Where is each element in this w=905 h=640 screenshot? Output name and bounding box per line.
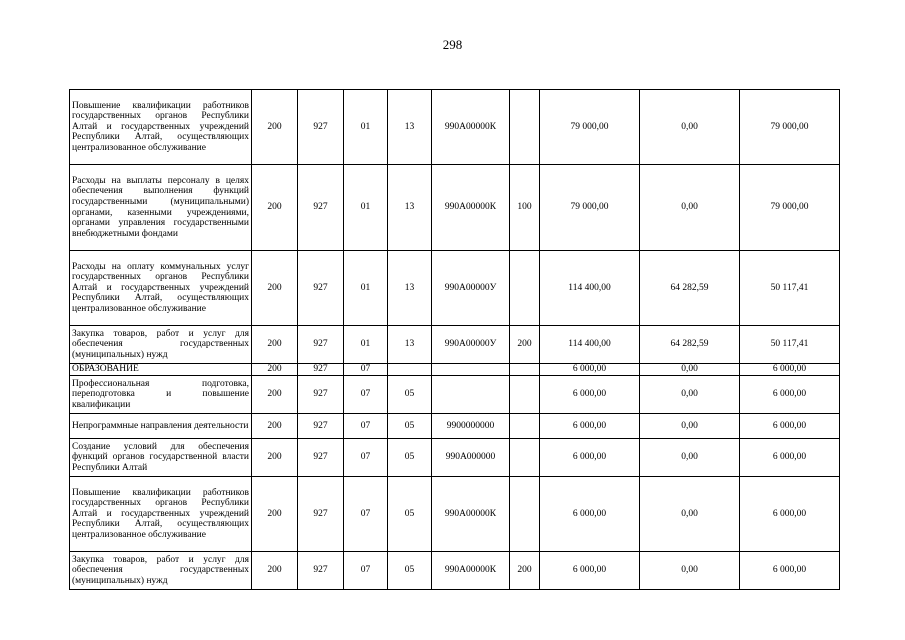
value-2: 0,00 <box>640 552 740 590</box>
row-name: Расходы на оплату коммунальных услуг государственных органов Республики Алтай и государственных учреждений Республики Алтай, осуществляющих централизованное обслуживание <box>70 251 252 326</box>
col-2: 927 <box>298 165 344 251</box>
value-3: 50 117,41 <box>740 251 840 326</box>
col-5: 990А00000К <box>432 165 510 251</box>
col-2: 927 <box>298 376 344 414</box>
value-3: 6 000,00 <box>740 552 840 590</box>
col-5: 990А000000 <box>432 439 510 477</box>
row-name: Непрограммные направления деятельности <box>70 414 252 439</box>
row-name: Закупка товаров, работ и услуг для обеспечения государственных (муниципальных) нужд <box>70 552 252 590</box>
col-2: 927 <box>298 552 344 590</box>
value-1: 6 000,00 <box>540 376 640 414</box>
col-5 <box>432 376 510 414</box>
col-4 <box>388 364 432 376</box>
value-3: 6 000,00 <box>740 376 840 414</box>
col-6 <box>510 376 540 414</box>
col-1: 200 <box>252 251 298 326</box>
value-1: 114 400,00 <box>540 251 640 326</box>
value-1: 79 000,00 <box>540 165 640 251</box>
value-1: 6 000,00 <box>540 364 640 376</box>
table-row <box>70 552 840 590</box>
row-name: Профессиональная подготовка, переподготовка и повышение квалификации <box>70 376 252 414</box>
table-row <box>70 414 840 439</box>
value-3: 6 000,00 <box>740 477 840 552</box>
col-3: 07 <box>344 376 388 414</box>
value-2: 0,00 <box>640 376 740 414</box>
row-name: Создание условий для обеспечения функций органов государственной власти Республики Алтай <box>70 439 252 477</box>
col-2: 927 <box>298 364 344 376</box>
col-3: 07 <box>344 552 388 590</box>
col-5: 9900000000 <box>432 414 510 439</box>
col-6: 100 <box>510 165 540 251</box>
col-3: 01 <box>344 326 388 364</box>
budget-table <box>69 89 840 590</box>
col-1: 200 <box>252 90 298 165</box>
col-2: 927 <box>298 251 344 326</box>
value-3: 79 000,00 <box>740 90 840 165</box>
value-3: 6 000,00 <box>740 439 840 477</box>
col-4: 05 <box>388 477 432 552</box>
col-4: 13 <box>388 251 432 326</box>
col-2: 927 <box>298 439 344 477</box>
col-5 <box>432 364 510 376</box>
table-row <box>70 90 840 165</box>
col-4: 13 <box>388 165 432 251</box>
value-2: 64 282,59 <box>640 326 740 364</box>
col-1: 200 <box>252 439 298 477</box>
row-name: Повышение квалификации работников государственных органов Республики Алтай и государственных учреждений Республики Алтай, осуществляющих централизованное обслуживание <box>70 477 252 552</box>
col-3: 07 <box>344 477 388 552</box>
col-6: 200 <box>510 552 540 590</box>
col-6 <box>510 439 540 477</box>
col-2: 927 <box>298 90 344 165</box>
col-3: 01 <box>344 90 388 165</box>
col-4: 05 <box>388 414 432 439</box>
value-2: 0,00 <box>640 165 740 251</box>
value-3: 6 000,00 <box>740 364 840 376</box>
col-4: 05 <box>388 552 432 590</box>
value-1: 6 000,00 <box>540 477 640 552</box>
table-row <box>70 326 840 364</box>
col-1: 200 <box>252 165 298 251</box>
table-row <box>70 477 840 552</box>
value-3: 6 000,00 <box>740 414 840 439</box>
value-1: 6 000,00 <box>540 439 640 477</box>
col-2: 927 <box>298 414 344 439</box>
table-row <box>70 439 840 477</box>
col-3: 07 <box>344 414 388 439</box>
table-row <box>70 251 840 326</box>
value-2: 0,00 <box>640 364 740 376</box>
value-3: 79 000,00 <box>740 165 840 251</box>
col-1: 200 <box>252 376 298 414</box>
col-5: 990А00000У <box>432 251 510 326</box>
row-name: Расходы на выплаты персоналу в целях обеспечения выполнения функций государственными (муниципальными) органами, казенными учреждениями, органами управления государственными внебюджетными фондами <box>70 165 252 251</box>
col-6 <box>510 364 540 376</box>
col-2: 927 <box>298 477 344 552</box>
col-6: 200 <box>510 326 540 364</box>
col-1: 200 <box>252 326 298 364</box>
table-row <box>70 165 840 251</box>
col-6 <box>510 251 540 326</box>
col-4: 13 <box>388 326 432 364</box>
col-1: 200 <box>252 552 298 590</box>
table-row <box>70 364 840 376</box>
col-3: 07 <box>344 439 388 477</box>
value-1: 79 000,00 <box>540 90 640 165</box>
col-4: 13 <box>388 90 432 165</box>
col-3: 07 <box>344 364 388 376</box>
row-name: Закупка товаров, работ и услуг для обеспечения государственных (муниципальных) нужд <box>70 326 252 364</box>
value-3: 50 117,41 <box>740 326 840 364</box>
value-2: 0,00 <box>640 90 740 165</box>
value-1: 114 400,00 <box>540 326 640 364</box>
value-2: 0,00 <box>640 439 740 477</box>
value-1: 6 000,00 <box>540 552 640 590</box>
col-1: 200 <box>252 477 298 552</box>
col-6 <box>510 414 540 439</box>
col-1: 200 <box>252 364 298 376</box>
col-4: 05 <box>388 439 432 477</box>
col-5: 990А00000К <box>432 477 510 552</box>
row-name: Повышение квалификации работников государственных органов Республики Алтай и государственных учреждений Республики Алтай, осуществляющих централизованное обслуживание <box>70 90 252 165</box>
col-2: 927 <box>298 326 344 364</box>
col-3: 01 <box>344 165 388 251</box>
col-4: 05 <box>388 376 432 414</box>
col-6 <box>510 477 540 552</box>
col-1: 200 <box>252 414 298 439</box>
row-name: ОБРАЗОВАНИЕ <box>70 364 252 376</box>
col-6 <box>510 90 540 165</box>
value-2: 64 282,59 <box>640 251 740 326</box>
value-2: 0,00 <box>640 414 740 439</box>
col-5: 990А00000К <box>432 552 510 590</box>
table-row <box>70 376 840 414</box>
value-2: 0,00 <box>640 477 740 552</box>
value-1: 6 000,00 <box>540 414 640 439</box>
page-number: 298 <box>442 37 463 52</box>
col-5: 990А00000У <box>432 326 510 364</box>
col-5: 990А00000К <box>432 90 510 165</box>
col-3: 01 <box>344 251 388 326</box>
